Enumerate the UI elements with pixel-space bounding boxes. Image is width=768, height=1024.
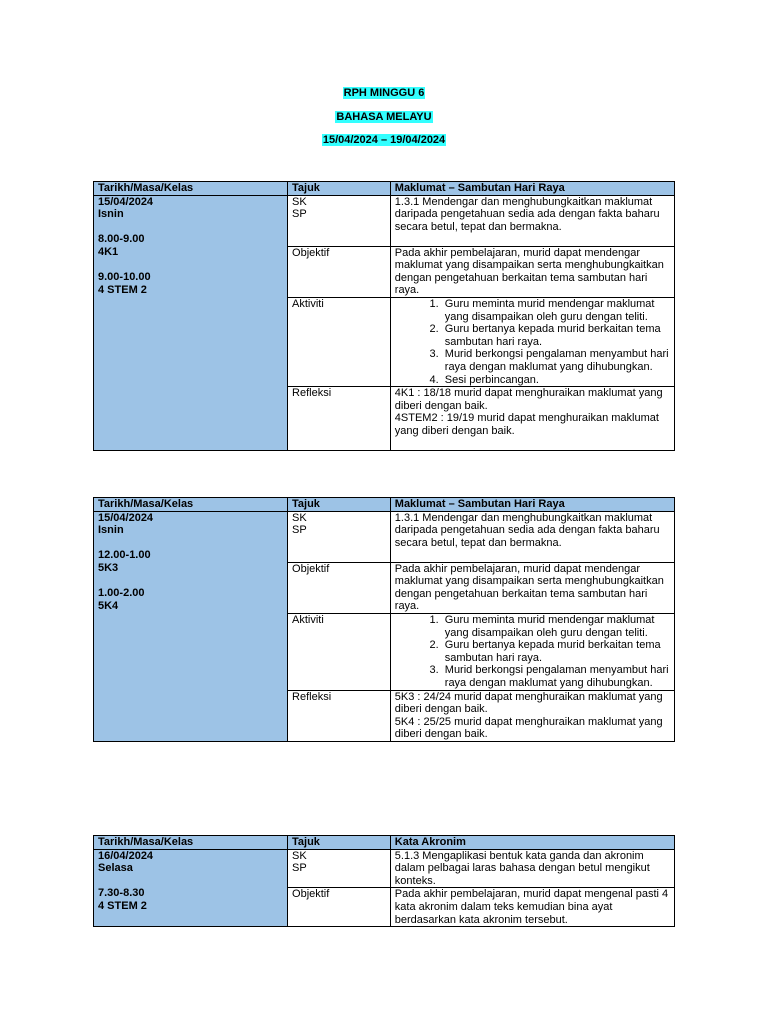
sk-sp-text: 1.3.1 Mendengar dan menghubungkaitkan maklumat daripada pengetahuan sedia ada dengan fakta baharu secara betul, tepat dan bermakna. [390,511,674,562]
refleksi-label: Refleksi [288,690,391,741]
list-item: 3. Murid berkongsi pengalaman menyambut hari raya dengan maklumat yang dihubungkan. [442,348,670,373]
header-cell-title: Maklumat – Sambutan Hari Raya [390,498,674,512]
date-class-cell: 15/04/2024 Isnin 8.00-9.00 4K1 9.00-10.00 4 STEM 2 [94,195,288,451]
objektif-label: Objektif [288,246,391,297]
objektif-text: Pada akhir pembelajaran, murid dapat mengenal pasti 4 kata akronim dalam teks kemudian bina ayat berdasarkan kata akronim tersebut. [390,888,674,927]
objektif-label: Objektif [288,562,391,613]
header-cell-topic: Tajuk [288,836,391,850]
doc-date-range: 15/04/2024 – 19/04/2024 [322,134,446,146]
aktiviti-label: Aktiviti [288,613,391,690]
refleksi-text: 5K3 : 24/24 murid dapat menghuraikan maklumat yang diberi dengan baik. 5K4 : 25/25 murid dapat menghuraikan maklumat yang diberi dengan baik. [390,690,674,741]
list-item: 2. Guru bertanya kepada murid berkaitan tema sambutan hari raya. [442,639,670,664]
sk-sp-text: 1.3.1 Mendengar dan menghubungkaitkan maklumat daripada pengetahuan sedia ada dengan fakta baharu secara betul, tepat dan bermakna. [390,195,674,246]
refleksi-label: Refleksi [288,387,391,451]
header-cell-title: Kata Akronim [390,836,674,850]
lesson-table-2 [93,497,675,742]
header-cell-topic: Tajuk [288,182,391,196]
header-cell-title: Maklumat – Sambutan Hari Raya [390,182,674,196]
header-cell-date: Tarikh/Masa/Kelas [94,836,288,850]
list-item: 3. Murid berkongsi pengalaman menyambut hari raya dengan maklumat yang dihubungkan. [442,664,670,689]
refleksi-text: 4K1 : 18/18 murid dapat menghuraikan maklumat yang diberi dengan baik. 4STEM2 : 19/19 murid dapat menghuraikan maklumat yang diberi dengan baik. [390,387,674,451]
aktiviti-list [390,613,674,690]
header-cell-date: Tarikh/Masa/Kelas [94,182,288,196]
lesson-table-1 [93,181,675,451]
objektif-text: Pada akhir pembelajaran, murid dapat mendengar maklumat yang disampaikan serta menghubungkaitkan dengan pengetahuan berkaitan tema sambutan hari raya. [390,246,674,297]
list-item: 1. Guru meminta murid mendengar maklumat yang disampaikan oleh guru dengan teliti. [442,614,670,639]
doc-title: RPH MINGGU 6 [343,87,425,99]
sk-sp-label: SK SP [288,195,391,246]
objektif-label: Objektif [288,888,391,927]
aktiviti-label: Aktiviti [288,297,391,386]
date-class-cell: 15/04/2024 Isnin 12.00-1.00 5K3 1.00-2.00 5K4 [94,511,288,741]
header-cell-topic: Tajuk [288,498,391,512]
sk-sp-text: 5.1.3 Mengaplikasi bentuk kata ganda dan akronim dalam pelbagai laras bahasa dengan betul mengikut konteks. [390,849,674,888]
objektif-text: Pada akhir pembelajaran, murid dapat mendengar maklumat yang disampaikan serta menghubungkaitkan dengan pengetahuan berkaitan tema sambutan hari raya. [390,562,674,613]
header-cell-date: Tarikh/Masa/Kelas [94,498,288,512]
aktiviti-list [390,297,674,386]
sk-sp-label: SK SP [288,511,391,562]
doc-subject: BAHASA MELAYU [336,111,432,123]
list-item: 2. Guru bertanya kepada murid berkaitan tema sambutan hari raya. [442,323,670,348]
sk-sp-label: SK SP [288,849,391,888]
date-class-cell: 16/04/2024 Selasa 7.30-8.30 4 STEM 2 [94,849,288,927]
list-item: 4. Sesi perbincangan. [442,374,670,387]
lesson-table-3 [93,835,675,927]
list-item: 1. Guru meminta murid mendengar maklumat yang disampaikan oleh guru dengan teliti. [442,298,670,323]
